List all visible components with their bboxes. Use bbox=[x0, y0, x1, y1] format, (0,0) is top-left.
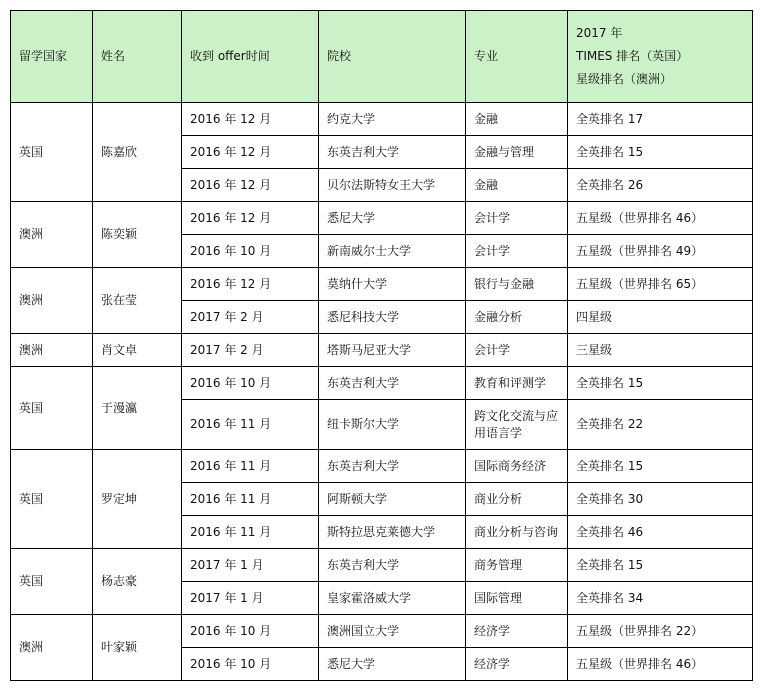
header-name: 姓名 bbox=[93, 11, 182, 103]
major-cell: 教育和评测学 bbox=[466, 367, 568, 400]
offer-time-cell: 2016 年 11 月 bbox=[182, 483, 319, 516]
table-row bbox=[11, 202, 753, 235]
major-cell: 商务管理 bbox=[466, 549, 568, 582]
offer-time-cell: 2017 年 2 月 bbox=[182, 301, 319, 334]
ranking-cell: 全英排名 26 bbox=[568, 169, 753, 202]
offer-time-cell: 2017 年 1 月 bbox=[182, 582, 319, 615]
offer-time-cell: 2017 年 1 月 bbox=[182, 549, 319, 582]
major-cell: 金融与管理 bbox=[466, 136, 568, 169]
header-major: 专业 bbox=[466, 11, 568, 103]
country-cell: 英国 bbox=[11, 103, 93, 202]
offer-time-cell: 2016 年 11 月 bbox=[182, 400, 319, 450]
table-row bbox=[11, 367, 753, 400]
country-cell: 英国 bbox=[11, 450, 93, 549]
ranking-cell: 五星级（世界排名 46） bbox=[568, 202, 753, 235]
ranking-cell: 全英排名 46 bbox=[568, 516, 753, 549]
table-row bbox=[11, 268, 753, 301]
ranking-cell: 全英排名 15 bbox=[568, 549, 753, 582]
table-row bbox=[11, 334, 753, 367]
student-name-cell: 杨志豪 bbox=[93, 549, 182, 615]
offer-time-cell: 2016 年 11 月 bbox=[182, 450, 319, 483]
school-cell: 悉尼大学 bbox=[319, 648, 466, 681]
ranking-cell: 全英排名 15 bbox=[568, 450, 753, 483]
ranking-cell: 全英排名 15 bbox=[568, 136, 753, 169]
school-cell: 悉尼科技大学 bbox=[319, 301, 466, 334]
school-cell: 澳洲国立大学 bbox=[319, 615, 466, 648]
table-row bbox=[11, 615, 753, 648]
school-cell: 贝尔法斯特女王大学 bbox=[319, 169, 466, 202]
school-cell: 东英吉利大学 bbox=[319, 549, 466, 582]
header-country: 留学国家 bbox=[11, 11, 93, 103]
offer-time-cell: 2016 年 12 月 bbox=[182, 202, 319, 235]
header-ranking-line2: TIMES 排名（英国） bbox=[576, 49, 689, 63]
major-cell: 会计学 bbox=[466, 334, 568, 367]
offer-time-cell: 2016 年 12 月 bbox=[182, 103, 319, 136]
student-name-cell: 叶家颖 bbox=[93, 615, 182, 681]
ranking-cell: 五星级（世界排名 65） bbox=[568, 268, 753, 301]
student-name-cell: 于漫瀛 bbox=[93, 367, 182, 450]
school-cell: 约克大学 bbox=[319, 103, 466, 136]
ranking-cell: 四星级 bbox=[568, 301, 753, 334]
student-name-cell: 罗定坤 bbox=[93, 450, 182, 549]
country-cell: 英国 bbox=[11, 367, 93, 450]
school-cell: 斯特拉思克莱德大学 bbox=[319, 516, 466, 549]
major-cell: 商业分析 bbox=[466, 483, 568, 516]
student-name-cell: 张在莹 bbox=[93, 268, 182, 334]
country-cell: 澳洲 bbox=[11, 615, 93, 681]
table-row bbox=[11, 450, 753, 483]
major-cell: 跨文化交流与应用语言学 bbox=[466, 400, 568, 450]
major-cell: 银行与金融 bbox=[466, 268, 568, 301]
header-ranking-line3: 星级排名（澳洲） bbox=[576, 72, 673, 86]
school-cell: 纽卡斯尔大学 bbox=[319, 400, 466, 450]
table-body bbox=[11, 103, 753, 681]
offer-time-cell: 2016 年 10 月 bbox=[182, 615, 319, 648]
ranking-cell: 全英排名 15 bbox=[568, 367, 753, 400]
table-header-row bbox=[11, 11, 753, 103]
school-cell: 皇家霍洛威大学 bbox=[319, 582, 466, 615]
table-row bbox=[11, 103, 753, 136]
ranking-cell: 全英排名 34 bbox=[568, 582, 753, 615]
major-cell: 会计学 bbox=[466, 235, 568, 268]
school-cell: 悉尼大学 bbox=[319, 202, 466, 235]
school-cell: 新南威尔士大学 bbox=[319, 235, 466, 268]
country-cell: 英国 bbox=[11, 549, 93, 615]
school-cell: 东英吉利大学 bbox=[319, 367, 466, 400]
header-offer-time: 收到 offer时间 bbox=[182, 11, 319, 103]
table-row bbox=[11, 549, 753, 582]
major-cell: 经济学 bbox=[466, 648, 568, 681]
header-school: 院校 bbox=[319, 11, 466, 103]
offer-time-cell: 2016 年 12 月 bbox=[182, 169, 319, 202]
major-cell: 金融 bbox=[466, 169, 568, 202]
country-cell: 澳洲 bbox=[11, 202, 93, 268]
ranking-cell: 全英排名 22 bbox=[568, 400, 753, 450]
major-cell: 金融分析 bbox=[466, 301, 568, 334]
ranking-cell: 全英排名 17 bbox=[568, 103, 753, 136]
major-cell: 经济学 bbox=[466, 615, 568, 648]
offer-time-cell: 2016 年 10 月 bbox=[182, 648, 319, 681]
major-cell: 商业分析与咨询 bbox=[466, 516, 568, 549]
header-ranking-line1: 2017 年 bbox=[576, 26, 623, 40]
offer-time-cell: 2017 年 2 月 bbox=[182, 334, 319, 367]
student-name-cell: 肖文卓 bbox=[93, 334, 182, 367]
offer-time-cell: 2016 年 12 月 bbox=[182, 268, 319, 301]
school-cell: 东英吉利大学 bbox=[319, 136, 466, 169]
school-cell: 莫纳什大学 bbox=[319, 268, 466, 301]
school-cell: 塔斯马尼亚大学 bbox=[319, 334, 466, 367]
country-cell: 澳洲 bbox=[11, 268, 93, 334]
major-cell: 国际管理 bbox=[466, 582, 568, 615]
country-cell: 澳洲 bbox=[11, 334, 93, 367]
ranking-cell: 五星级（世界排名 46） bbox=[568, 648, 753, 681]
major-cell: 会计学 bbox=[466, 202, 568, 235]
student-name-cell: 陈嘉欣 bbox=[93, 103, 182, 202]
offer-time-cell: 2016 年 10 月 bbox=[182, 235, 319, 268]
offer-time-cell: 2016 年 11 月 bbox=[182, 516, 319, 549]
student-name-cell: 陈奕颖 bbox=[93, 202, 182, 268]
major-cell: 金融 bbox=[466, 103, 568, 136]
ranking-cell: 全英排名 30 bbox=[568, 483, 753, 516]
school-cell: 东英吉利大学 bbox=[319, 450, 466, 483]
offer-table bbox=[10, 10, 753, 681]
ranking-cell: 三星级 bbox=[568, 334, 753, 367]
offer-time-cell: 2016 年 12 月 bbox=[182, 136, 319, 169]
ranking-cell: 五星级（世界排名 22） bbox=[568, 615, 753, 648]
major-cell: 国际商务经济 bbox=[466, 450, 568, 483]
offer-time-cell: 2016 年 10 月 bbox=[182, 367, 319, 400]
school-cell: 阿斯顿大学 bbox=[319, 483, 466, 516]
ranking-cell: 五星级（世界排名 49） bbox=[568, 235, 753, 268]
header-ranking bbox=[568, 11, 753, 103]
